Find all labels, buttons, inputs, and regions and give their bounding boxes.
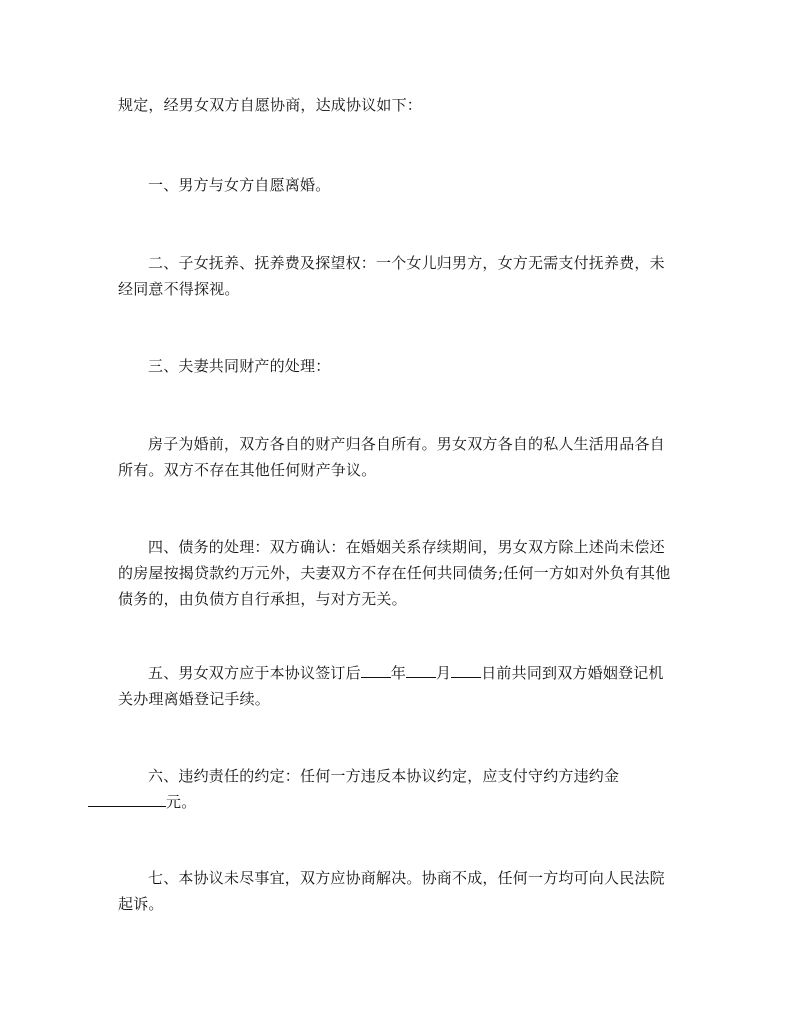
year-blank bbox=[361, 662, 391, 678]
intro-paragraph: 规定，经男女双方自愿协商，达成协议如下： bbox=[118, 96, 423, 114]
clause-3-paragraph: 三、夫妻共同财产的处理： bbox=[148, 357, 331, 375]
clause-2-paragraph: 二、子女抚养、抚养费及探望权：一个女儿归男方，女方无需支付抚养费，未经同意不得探视。 bbox=[118, 254, 665, 298]
property-paragraph: 房子为婚前，双方各自的财产归各自所有。男女双方各自的私人生活用品各自所有。双方不存在其他任何财产争议。 bbox=[118, 435, 665, 479]
clause-5-year: 年 bbox=[390, 664, 407, 682]
clause-5-text-end: 日前共同到双方婚姻登记机关办理离婚登记手续。 bbox=[118, 664, 664, 708]
clause-5-text-start: 五、男女双方应于本协议签订后 bbox=[148, 664, 361, 682]
day-blank bbox=[451, 662, 481, 678]
penalty-amount-blank bbox=[88, 791, 166, 807]
month-blank bbox=[406, 662, 436, 678]
clause-5-paragraph bbox=[118, 660, 678, 712]
clause-5-month: 月 bbox=[436, 664, 452, 682]
clause-7-paragraph: 七、本协议未尽事宜，双方应协商解决。协商不成，任何一方均可向人民法院起诉。 bbox=[118, 869, 665, 913]
clause-6-text-start: 六、违约责任的约定：任何一方违反本协议约定，应支付守约方违约金 bbox=[148, 767, 620, 785]
clause-1-paragraph: 一、男方与女方自愿离婚。 bbox=[148, 176, 331, 194]
clause-6-text-end: 元。 bbox=[166, 793, 197, 811]
clause-6-paragraph bbox=[118, 763, 678, 815]
clause-4-paragraph: 四、债务的处理：双方确认：在婚姻关系存续期间，男女双方除上述尚未偿还的房屋按揭贷款约万元外，夫妻双方不存在任何共同债务;任何一方如对外负有其他债务的，由负债方自行承担，与对方无关。 bbox=[118, 538, 671, 608]
